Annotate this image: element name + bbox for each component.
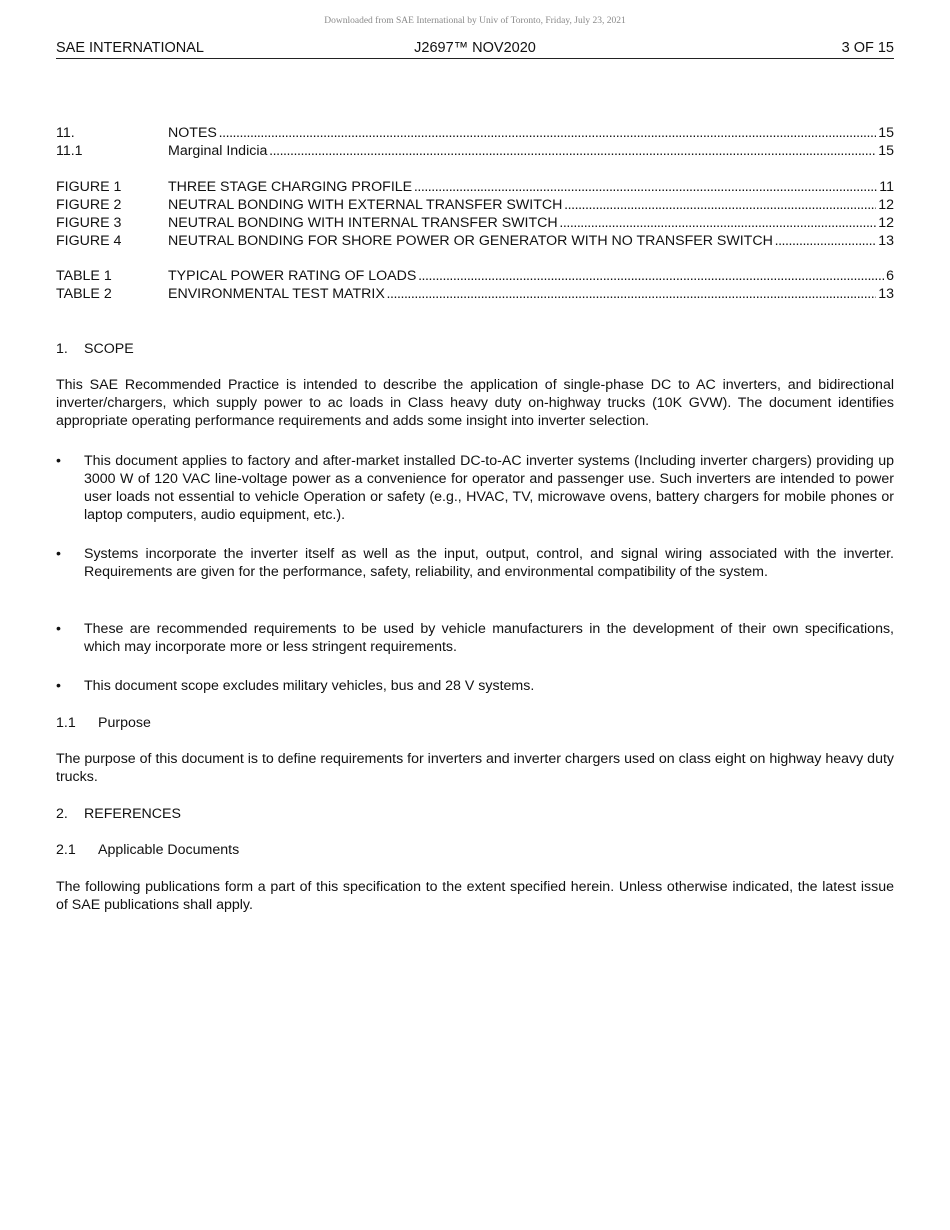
- page-header: [56, 38, 894, 59]
- section-title: SCOPE: [84, 341, 134, 357]
- toc-entry[interactable]: [56, 214, 894, 232]
- toc-figures: [56, 178, 894, 250]
- applicable-documents-paragraph: The following publications form a part of this specification to the extent specified herein. Unless otherwise indicated, the latest issue of SAE publications shall apply.: [56, 879, 894, 913]
- toc-entry-title: ENVIRONMENTAL TEST MATRIX . . .: [168, 286, 876, 302]
- toc-entry-number: FIGURE 4: [56, 233, 122, 249]
- header-org: SAE INTERNATIONAL: [56, 40, 204, 56]
- toc-entry[interactable]: [56, 196, 894, 214]
- toc-entry-title: THREE STAGE CHARGING PROFILE . . .: [168, 179, 877, 195]
- section-title: Purpose: [98, 715, 151, 731]
- toc-entry-number: 11.: [56, 125, 75, 141]
- section-heading-purpose: [56, 714, 151, 732]
- toc-entry-title: TYPICAL POWER RATING OF LOADS . . .: [168, 268, 884, 284]
- toc-entry-page: 12: [878, 197, 894, 213]
- toc-entry-title: NOTES . . .: [168, 125, 876, 141]
- toc-entry-page: 6: [886, 268, 894, 284]
- scope-intro-paragraph: This SAE Recommended Practice is intended to describe the application of single-phase DC to AC inverters, and bidirectional inverter/chargers, which supply power to ac loads in Class heavy duty on-highway trucks (10K GVW). The document identifies appropriate operating performance requirements and adds some insight into inverter selection.: [56, 377, 894, 429]
- toc-entry[interactable]: [56, 285, 894, 303]
- toc-entry-title: NEUTRAL BONDING WITH EXTERNAL TRANSFER SWITCH . . .: [168, 197, 876, 213]
- toc-entry[interactable]: [56, 142, 894, 160]
- download-watermark: Downloaded from SAE International by Univ of Toronto, Friday, July 23, 2021: [324, 16, 626, 26]
- toc-entry[interactable]: [56, 178, 894, 196]
- list-item: [56, 620, 894, 656]
- toc-entry-number: 11.1: [56, 143, 83, 159]
- toc-entry-page: 15: [878, 143, 894, 159]
- section-title: REFERENCES: [84, 806, 181, 822]
- section-title: Applicable Documents: [98, 842, 240, 858]
- toc-entry-page: 12: [878, 215, 894, 231]
- toc-entry-title: Marginal Indicia . . .: [168, 143, 876, 159]
- toc-entry-number: TABLE 2: [56, 286, 112, 302]
- toc-entry-title: NEUTRAL BONDING FOR SHORE POWER OR GENERATOR WITH NO TRANSFER SWITCH . . .: [168, 233, 876, 249]
- list-item-text: This document applies to factory and after-market installed DC-to-AC inverter systems (Including inverter chargers) providing up 3000 W of 120 VAC line-voltage power as a convenience for operator and passenger use. Such inverters are intended to power user loads not essential to vehicle Operation or safety (e.g., HVAC, TV, microwave ovens, battery chargers for mobile phones or laptop computers, audio equipment, etc.).: [84, 453, 894, 523]
- toc-sections: [56, 124, 894, 160]
- toc-entry-number: FIGURE 3: [56, 215, 122, 231]
- toc-entry[interactable]: [56, 232, 894, 250]
- section-number: 2.1: [56, 842, 76, 858]
- list-item-text: Systems incorporate the inverter itself as well as the input, output, control, and signal wiring associated with the inverter. Requirements are given for the performance, safety, reliability, and environmental compatibility of the system.: [84, 546, 894, 580]
- section-heading-references: [56, 805, 181, 823]
- section-heading-scope: [56, 340, 134, 358]
- toc-tables: [56, 267, 894, 303]
- bullet-symbol: •: [56, 546, 61, 562]
- purpose-paragraph: The purpose of this document is to define requirements for inverters and inverter chargers used on class eight on highway heavy duty trucks.: [56, 751, 894, 785]
- bullet-symbol: •: [56, 453, 61, 469]
- bullet-symbol: •: [56, 678, 61, 694]
- toc-entry-page: 11: [879, 179, 894, 195]
- toc-entry-page: 13: [878, 233, 894, 249]
- toc-entry-number: FIGURE 1: [56, 179, 122, 195]
- toc-entry-number: TABLE 1: [56, 268, 112, 284]
- list-item: [56, 452, 894, 524]
- list-item-text: This document scope excludes military vehicles, bus and 28 V systems.: [84, 678, 535, 694]
- section-number: 2.: [56, 806, 68, 822]
- list-item: [56, 677, 894, 695]
- toc-entry-title: NEUTRAL BONDING WITH INTERNAL TRANSFER SWITCH . . .: [168, 215, 876, 231]
- header-page-number: 3 OF 15: [841, 40, 894, 56]
- bullet-symbol: •: [56, 621, 61, 637]
- toc-entry-page: 15: [878, 125, 894, 141]
- list-item-text: These are recommended requirements to be used by vehicle manufacturers in the development of their own specifications, which may incorporate more or less stringent requirements.: [84, 621, 894, 655]
- section-number: 1.: [56, 341, 68, 357]
- section-number: 1.1: [56, 715, 76, 731]
- list-item: [56, 545, 894, 599]
- toc-entry[interactable]: [56, 124, 894, 142]
- toc-entry-page: 13: [878, 286, 894, 302]
- header-doc-id: J2697™ NOV2020: [414, 40, 536, 56]
- section-heading-applicable-documents: [56, 841, 239, 859]
- toc-entry[interactable]: [56, 267, 894, 285]
- toc-entry-number: FIGURE 2: [56, 197, 122, 213]
